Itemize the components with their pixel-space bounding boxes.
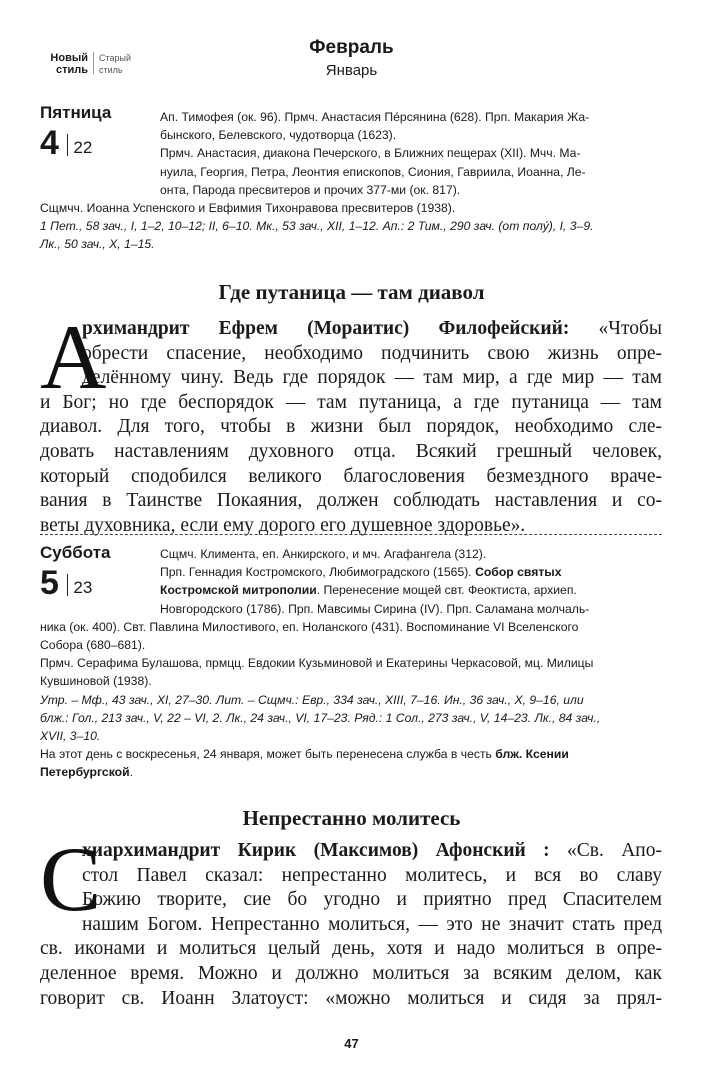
day-entry-saturday [40,543,662,782]
scripture-readings: Утр. – Мф., 43 зач., XI, 27–30. Лит. – Сщмч.: Евр., 334 зач., XIII, 7–16. Ин., 36 зач., X, 9–16, или [40,692,584,707]
date-old-style: 23 [73,578,93,597]
article-line [40,317,662,342]
date-divider [67,574,69,596]
date-new-style: 5 [40,564,59,602]
article-line: деленное время. Можно и должно молиться за всяким делом, как [40,962,662,984]
note-text: На этот день с воскресенья, 24 января, может быть перенесена служба в честь [40,747,496,762]
scripture-readings: блж.: Гол., 213 зач., V, 22 – VI, 2. Лк., 24 зач., VI, 17–23. Ряд.: 1 Сол., 273 зач., V, 14–23. Лк., 84 зач., [40,710,601,725]
day-heading [40,103,160,162]
feast-name: Собор святых [475,565,562,580]
article-line: св. иконами и молиться целый день, хотя и надо молиться в опре- [40,938,662,960]
article-title: Непрестанно молитесь [242,806,461,830]
service-note [40,763,662,781]
article-author: хиархимандрит Кирик (Максимов) Афонский : [82,840,550,861]
section-divider [40,534,662,535]
commemoration-line: бынского, Белевского, чудотворца (1623). [160,128,397,143]
commemoration-text: . Перенесение мощей свт. Феоктиста, архиеп. [316,583,577,598]
article-line: нашим Богом. Непрестанно молиться, — это не значит стать пред [82,913,662,935]
feast-name: Костромской митрополии [160,583,317,598]
article-line: говорит св. Иоанн Златоуст: «можно молиться и сидя за прял- [40,987,662,1009]
date-divider [67,134,69,156]
note-text: . [129,765,133,780]
date-new-style: 4 [40,124,59,162]
article-line: веты духовника, если ему дорого его душевное здоровье». [40,514,526,536]
date-old-style: 22 [73,138,93,157]
article-author: рхимандрит Ефрем (Мораитис) Филофейский: [82,318,570,339]
article-line: стол Павел сказал: непрестанно молитесь, и вся во славу [82,864,662,886]
scripture-readings: Лк., 50 зач., Х, 1–15. [40,237,155,252]
article-title: Где путаница — там диавол [218,280,485,304]
weekday-label: Суббота [40,543,111,562]
page-number: 47 [344,1036,359,1051]
commemoration-line: Прмч. Анастасия, диакона Печерского, в Ближних пещерах (XII). Мчч. Ма- [160,146,581,161]
commemoration-line: нуила, Георгия, Петра, Леонтия епископов, Сиония, Гавриила, Иоанна, Ле- [160,164,586,179]
commemoration-line: Собора (680–681). [40,638,146,653]
article-body [40,828,662,1011]
commemoration-line: онта, Парода пресвитеров и прочих 377-ми (ок. 817). [160,182,461,197]
month-new-style: Февраль [309,37,394,58]
date-row [40,124,160,162]
day-heading [40,543,160,602]
article-text: «Чтобы [569,318,662,339]
old-style-label: Старый стиль [99,53,132,75]
drop-cap: С [40,828,102,930]
month-old-style: Январь [325,62,378,79]
article-body [40,306,662,538]
commemoration-line: Новгородского (1786). Прп. Мавсимы Сирина (IV). Прп. Саламана молчаль- [160,601,590,616]
saint-name: блж. Ксении [495,747,569,762]
commemoration-line: Сщмч. Климента, еп. Анкирского, и мч. Агафангела (312). [160,547,487,561]
new-style-label: Новый стиль [50,52,88,76]
article-line: довать наставлениям духовного отца. Всякий грешный человек, [40,440,662,462]
article-line: вания в Таинстве Покаяния, должен соблюдать наставления и со- [40,490,662,512]
article-line: делённому чину. Ведь где порядок — там мир, а где мир — там [82,367,662,389]
article-text: «Св. Апо- [549,840,662,861]
scripture-readings: XVII, 3–10. [40,729,101,744]
saint-name: Петербургской [40,765,130,780]
article-line: который сподобился великого благословения безмездного враче- [40,465,662,487]
weekday-label: Пятница [40,103,112,122]
service-note [40,745,662,763]
commemoration-line: Ап. Тимофея (ок. 96). Прмч. Анастасия Пе́рсянина (628). Прп. Макария Жа- [160,110,590,124]
date-row [40,564,160,602]
article-line: диавол. Для того, чтобы в жизни был порядок, необходимо сле- [40,416,662,438]
article-line [40,839,662,864]
article-line: обрести спасение, необходимо подчинить свою жизнь опре- [82,342,662,364]
article-line: Божию творите, сие бо угодно и приятно пред Спасителем [82,889,662,911]
commemoration-line: Кувшиновой (1938). [40,674,152,689]
commemoration-line: Прмч. Серафима Булашова, прмцц. Евдокии Кузьминовой и Екатерины Черкасовой, мц. Милицы [40,656,594,671]
commemoration-line: Сщмчч. Иоанна Успенского и Евфимия Тихонравова пресвитеров (1938). [40,201,456,216]
scripture-readings: 1 Пет., 58 зач., I, 1–2, 10–12; II, 6–10. Мк., 53 зач., XII, 1–12. Ап.: 2 Тим., 290 зач. (от полу́), I, 3–9. [40,219,594,234]
drop-cap: А [40,306,107,408]
commemoration-text: Прп. Геннадия Костромского, Любимоградского (1565). [160,565,476,580]
day-entry-friday [40,103,662,254]
article-line: и Бог; но где беспорядок — там путаница, а где путаница — там [40,391,662,413]
commemoration-line: ника (ок. 400). Свт. Павлина Милостивого, еп. Ноланского (431). Воспоминание VI Вселенского [40,619,579,634]
